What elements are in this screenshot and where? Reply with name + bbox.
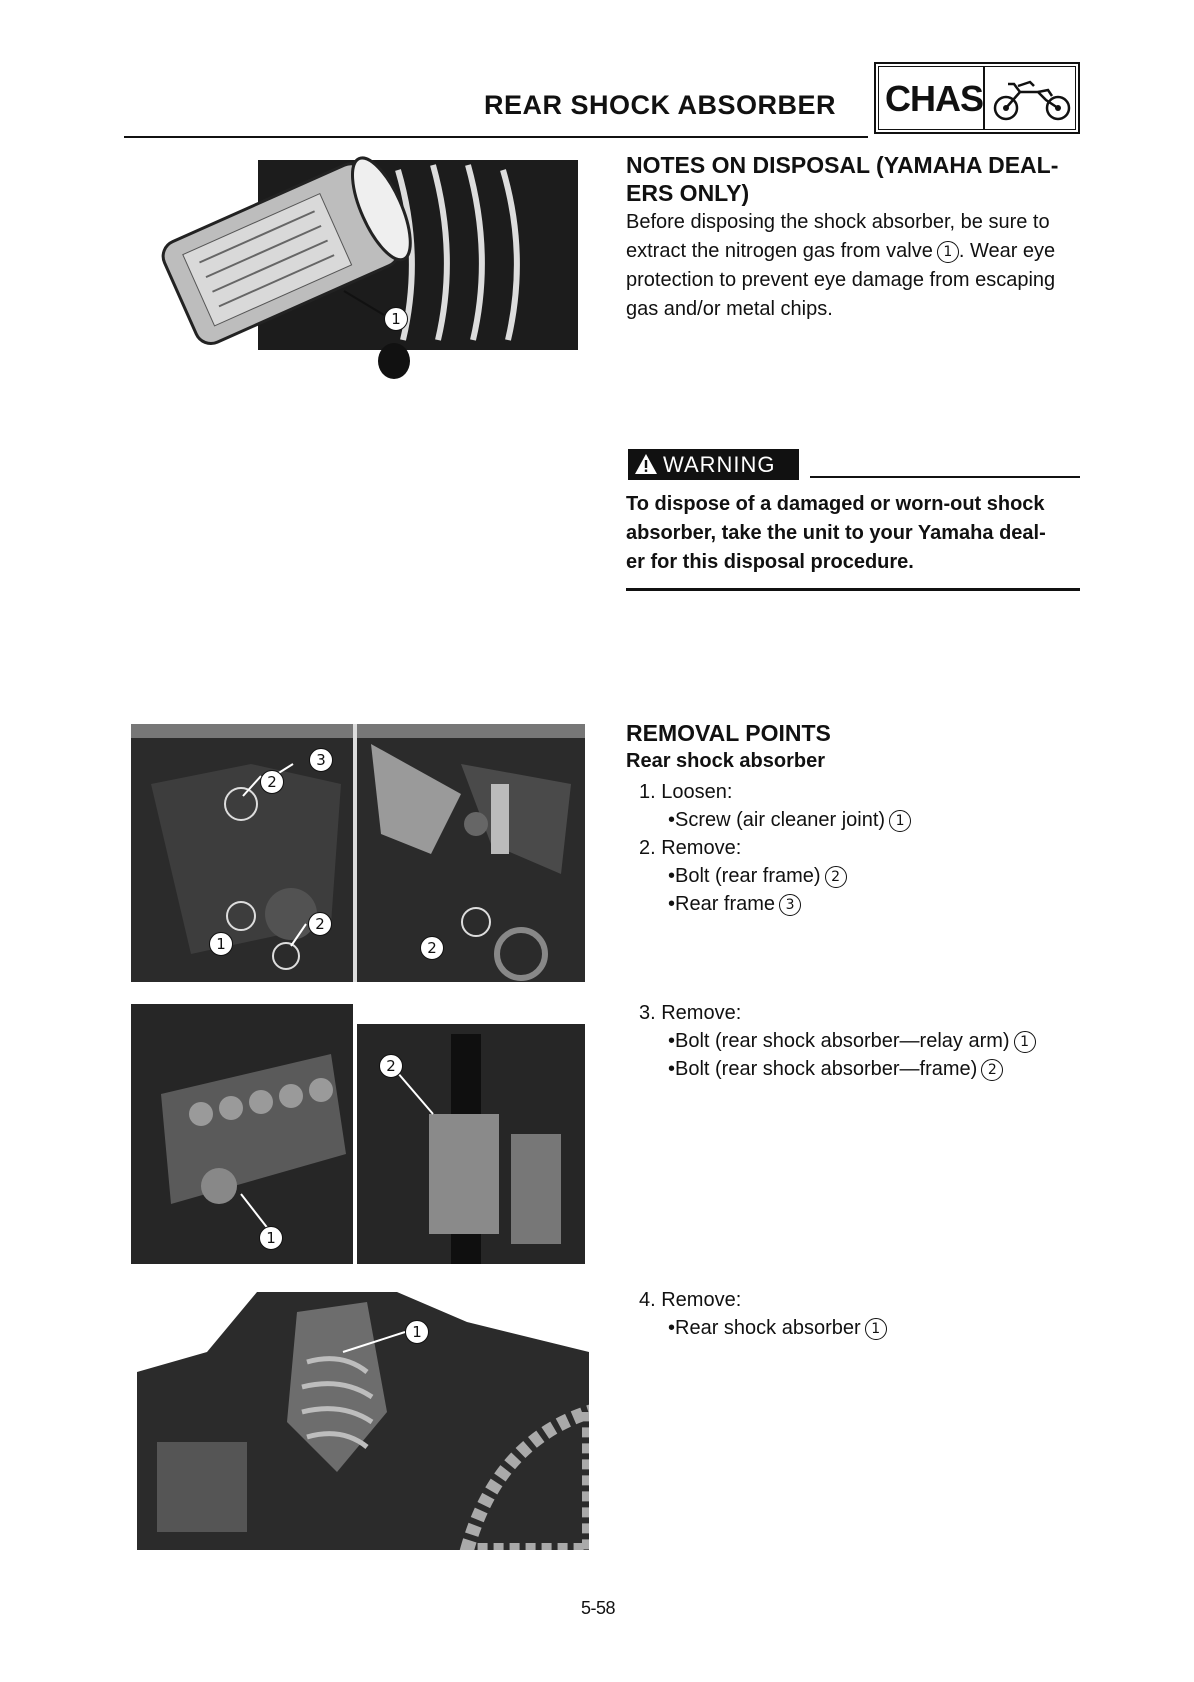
warning-triangle-icon bbox=[634, 453, 658, 475]
shock-bolts-photo bbox=[131, 1004, 585, 1264]
disposal-heading-line2: ERS ONLY) bbox=[626, 180, 750, 206]
step-2-label: 2. Remove: bbox=[639, 837, 742, 859]
step-2-item-2 bbox=[668, 890, 801, 918]
step-3-item-2-callout: 2 bbox=[981, 1059, 1003, 1081]
warning-line3: er for this disposal procedure. bbox=[626, 551, 914, 573]
step-3-label: 3. Remove: bbox=[639, 1002, 742, 1024]
removal-subheading: Rear shock absorber bbox=[626, 750, 825, 772]
callout-1: 1 bbox=[384, 307, 408, 331]
page-number: 5-58 bbox=[581, 1598, 616, 1618]
warning-rule-top bbox=[810, 476, 1080, 478]
step-1-label: 1. Loosen: bbox=[639, 781, 733, 803]
step-3-item-1 bbox=[668, 1027, 1036, 1055]
disposal-line2-text: extract the nitrogen gas from valve bbox=[626, 240, 933, 262]
step-3-item-2-text: •Bolt (rear shock absorber—frame) bbox=[668, 1058, 978, 1080]
callout-1: 1 bbox=[209, 932, 233, 956]
header-rule bbox=[124, 136, 868, 138]
step-3-item-1-callout: 1 bbox=[1014, 1031, 1036, 1053]
shock-removal-photo bbox=[137, 1292, 589, 1550]
step-4-item-1-text: •Rear shock absorber bbox=[668, 1317, 861, 1339]
section-tab-divider bbox=[983, 66, 985, 130]
warning-label: WARNING bbox=[663, 452, 776, 477]
warning-line2: absorber, take the unit to your Yamaha deal- bbox=[626, 522, 1046, 544]
motorcycle-icon bbox=[990, 72, 1074, 126]
valve-callout: 1 bbox=[937, 241, 959, 263]
step-2-item-1-callout: 2 bbox=[825, 866, 847, 888]
step-4-label: 4. Remove: bbox=[639, 1289, 742, 1311]
removal-heading: REMOVAL POINTS bbox=[626, 720, 831, 746]
disposal-line2-tail: . Wear eye bbox=[958, 240, 1056, 262]
step-4-item-1-callout: 1 bbox=[865, 1318, 887, 1340]
disposal-line1: Before disposing the shock absorber, be sure to bbox=[626, 211, 1050, 233]
step-4-item-1 bbox=[668, 1314, 887, 1342]
warning-badge bbox=[628, 449, 799, 480]
step-2-item-2-callout: 3 bbox=[779, 894, 801, 916]
disposal-line4: gas and/or metal chips. bbox=[626, 298, 833, 320]
callout-2: 2 bbox=[260, 770, 284, 794]
callout-2: 2 bbox=[420, 936, 444, 960]
section-tab-label: CHAS bbox=[885, 78, 984, 119]
callout-2: 2 bbox=[308, 912, 332, 936]
step-1-item-1-text: •Screw (air cleaner joint) bbox=[668, 809, 886, 831]
shock-valve-photo bbox=[148, 155, 578, 380]
warning-line1: To dispose of a damaged or worn-out shock bbox=[626, 493, 1045, 515]
warning-rule-bottom bbox=[626, 588, 1080, 591]
step-1-item-1 bbox=[668, 806, 911, 834]
callout-3: 3 bbox=[309, 748, 333, 772]
step-2-item-1 bbox=[668, 862, 847, 890]
callout-2: 2 bbox=[379, 1054, 403, 1078]
callout-1: 1 bbox=[405, 1320, 429, 1344]
callout-1: 1 bbox=[259, 1226, 283, 1250]
step-3-item-2 bbox=[668, 1055, 1003, 1083]
step-1-item-1-callout: 1 bbox=[889, 810, 911, 832]
step-3-item-1-text: •Bolt (rear shock absorber—relay arm) bbox=[668, 1030, 1010, 1052]
page-title: REAR SHOCK ABSORBER bbox=[484, 90, 837, 120]
step-2-item-1-text: •Bolt (rear frame) bbox=[668, 865, 821, 887]
disposal-line2 bbox=[626, 237, 1055, 266]
disposal-heading-line1: NOTES ON DISPOSAL (YAMAHA DEAL- bbox=[626, 152, 1059, 178]
rear-frame-photo bbox=[131, 724, 585, 982]
step-2-item-2-text: •Rear frame bbox=[668, 893, 776, 915]
disposal-line3: protection to prevent eye damage from escaping bbox=[626, 269, 1056, 291]
